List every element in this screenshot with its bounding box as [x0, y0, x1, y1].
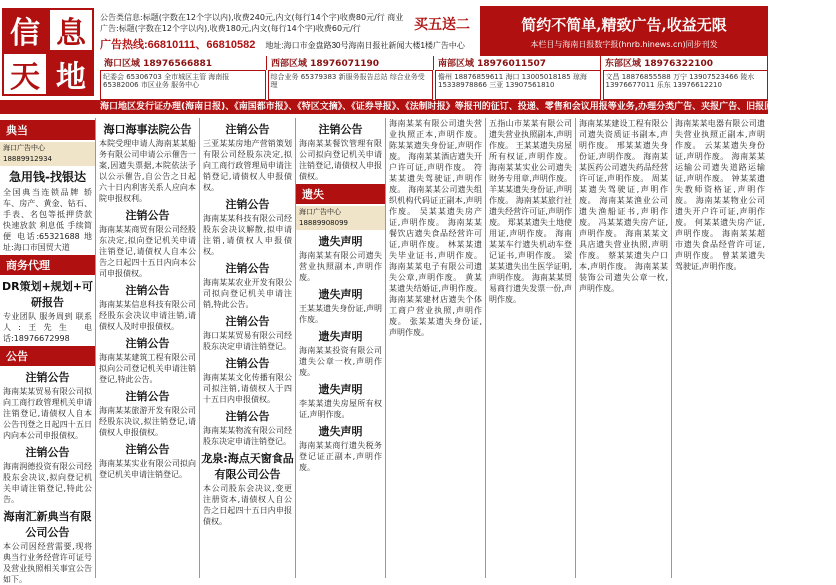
column-7 — [576, 118, 672, 578]
notice-body: 海南某某物流有限公司经股东决定申请注销登记。 — [203, 426, 292, 446]
contact-phone: 海口广告中心 18889908099 — [296, 206, 385, 230]
top-banner — [480, 6, 768, 56]
lost-notice-body: 海南某某投资有限公司遗失公章一枚,声明作废。 — [299, 346, 382, 377]
lost-notice-title: 遗失声明 — [318, 288, 363, 301]
column-2 — [96, 118, 200, 578]
notice-title: 龙泉:海点天窗食品有限公司公告 — [201, 452, 294, 481]
notice-body: 海南某某建筑工程有限公司拟向公司登记机关申请注销登记,特此公告。 — [99, 353, 196, 384]
info-block: 文昌 18876855588 万宁 13907523466 陵水 13976677011 乐东 13976612210 — [603, 70, 769, 100]
hotline-label: 广告热线:66810111、66810582 — [100, 39, 256, 51]
promo-label: 买五送二 — [414, 17, 470, 33]
brand-char: 天 — [2, 52, 48, 96]
notice-title: 注销公告 — [225, 262, 270, 275]
lost-notices-list: 五指山市某某有限公司遗失营业执照副本,声明作废。 王某某遗失房屋所有权证,声明作废。 海南某某实业公司遗失财务专用章,声明作废。 羊某某遗失身份证,声明作废。 海南某某旅行社遗失经营许可证,声明作废。 郑某某遗失土地使用证,声明作废。 海南某某车行遗失机动车登记证书,声明作废。 梁某某遗失出生医学证明,声明作废。 海南某某贸易商行遗失发票一份,声明作废。 — [489, 119, 572, 304]
info-block: 综合业务 65379383 新服务报告总站 综合业务受理 — [268, 70, 434, 100]
address: 地址:海口市金盘路30号海南日报社新闻大楼1楼广告中心 — [265, 41, 465, 50]
notice-title: 注销公告 — [125, 337, 170, 350]
notice-title: 注销公告 — [125, 209, 170, 222]
masthead — [0, 4, 768, 100]
notice-body: 三亚某某房地产营销策划有限公司经股东决定,拟向工商行政管理局申请注销登记,请债权人申报债权。 — [203, 139, 292, 192]
notice-title: 注销公告 — [125, 284, 170, 297]
lost-notices-list: 海南某某有限公司遗失营业执照正本,声明作废。 陈某某遗失身份证,声明作废。 海南某某酒店遗失开户许可证,声明作废。 符某某遗失驾驶证,声明作废。 海南某某公司遗失组织机构代码证正副本,声明作废。 吴某某遗失房产证,声明作废。 海南某某餐饮店遗失食品经营许可证,声明作废。 林某某遗失毕业证书,声明作废。 海南某某电子有限公司遗失公章,声明作废。 黄某某遗失结婚证,声明作废。 海南某某建材店遗失个体工商户营业执照,声明作废。 张某某遗失身份证,声明作废。 — [389, 119, 482, 337]
ad-body: 专业团队 服务周到 联系人:王先生 电话:18976672998 — [3, 312, 92, 343]
slogan-bar: 海口地区发行证办理(海南日报)、《南国都市报》、《特区文摘》、《证券导报》、《法制时报》等报刊的征订、投递、零售和会议用报等业务,办理分类广告、夹报广告、旧报回收及其它业务。 — [0, 100, 768, 114]
brand-char: 信 — [2, 8, 48, 52]
lost-notices-list: 海南某某电器有限公司遗失营业执照正副本,声明作废。 云某某遗失身份证,声明作废。 海南某某运输公司遗失道路运输证,声明作废。 钟某某遗失教师资格证,声明作废。 海南某某物业公司遗失开户许可证,声明作废。 何某某遗失房产证,声明作废。 海南某某超市遗失食品经营许可证,声明作废。 曾某某遗失驾驶证,声明作废。 — [675, 119, 765, 271]
notice-body: 海南某某贸易有限公司拟向工商行政管理机关申请注销登记,请债权人自本公告刊登之日起四十五日内向本公司申报债权。 — [3, 387, 92, 440]
notice-body: 海南某某餐饮管理有限公司拟向登记机关申请注销登记,请债权人申报债权。 — [299, 139, 382, 181]
notice-title: 注销公告 — [225, 123, 270, 136]
column-6 — [486, 118, 576, 578]
notice-title: 注销公告 — [125, 443, 170, 456]
column-3 — [200, 118, 296, 578]
lost-notices-list: 海南某某建设工程有限公司遗失资质证书副本,声明作废。 邢某某遗失身份证,声明作废。 海南某某医药公司遗失药品经营许可证,声明作废。 周某某遗失驾驶证,声明作废。 海南某某渔业公司遗失渔船证书,声明作废。 冯某某遗失房产证,声明作废。 海南某某文具店遗失营业执照,声明作废。 蔡某某遗失户口本,声明作废。 海南某某装饰公司遗失公章一枚,声明作废。 — [579, 119, 668, 293]
notice-title: 注销公告 — [25, 371, 70, 384]
notice-body: 海南某某信息科技有限公司经股东会决议申请注销,请债权人及时申报债权。 — [99, 300, 196, 331]
notice-title: 注销公告 — [225, 315, 270, 328]
ad-title: 急用钱-找银达 — [9, 170, 86, 184]
column-4 — [296, 118, 386, 578]
section-header: 商务代理 — [0, 255, 95, 275]
ad-title: DR策划+规划+可研报告 — [1, 280, 94, 309]
notice-body: 本公司因经营需要,现将典当行业务经营许可证号及营业执照相关事宜公告如下。 — [3, 542, 92, 584]
notice-body: 海南润德投资有限公司经股东会决议,拟向登记机关申请注销登记,特此公告。 — [3, 462, 92, 504]
section-header: 公告 — [0, 346, 95, 366]
region-item: 海口区域 18976566881 — [100, 56, 267, 70]
notice-body: 本公司股东会决议,变更注册资本,请债权人自公告之日起四十五日内申报债权。 — [203, 484, 292, 526]
brand-char: 地 — [48, 52, 94, 96]
lost-notice-title: 遗失声明 — [318, 235, 363, 248]
region-bar — [100, 56, 768, 70]
notice-body: 海南某某旅游开发有限公司经股东决议,拟注销登记,请债权人申报债权。 — [99, 406, 196, 437]
notice-title: 海南汇新典当有限公司公告 — [3, 510, 92, 539]
notice-body: 海南某某文化传播有限公司拟注销,请债权人于四十五日内申报债权。 — [203, 373, 292, 404]
notice-body: 海南某某商贸有限公司经股东决定,拟向登记机关申请注销登记,请债权人自本公告之日起四十五日内向本公司申报债权。 — [99, 225, 196, 278]
brand-logo — [2, 8, 96, 96]
column-5 — [386, 118, 486, 578]
brand-char: 息 — [48, 8, 94, 52]
notice-title: 注销公告 — [225, 410, 270, 423]
notice-title: 注销公告 — [125, 390, 170, 403]
notice-body: 海南某某农业开发有限公司拟向登记机关申请注销,特此公告。 — [203, 278, 292, 309]
lost-notice-title: 遗失声明 — [318, 425, 363, 438]
notice-body: 海南某某科技有限公司经股东会决议解散,拟申请注销,请债权人申报债权。 — [203, 214, 292, 256]
notice-body: 海南某某实业有限公司拟向登记机关申请注销登记。 — [99, 459, 196, 479]
notice-title: 注销公告 — [318, 123, 363, 136]
pricing-text: 公告类信息:标题(字数在12个字以内),收费240元,内文(每行14个字)收费80元/行 商业广告:标题(字数在12个字以内),收费180元,内文(每行14个字)收费60元/行 — [100, 13, 404, 33]
notice-title: 注销公告 — [225, 198, 270, 211]
column-1 — [0, 118, 96, 584]
lost-notice-body: 王某某遗失身份证,声明作废。 — [299, 304, 382, 324]
lost-notice-body: 李某某遗失房屋所有权证,声明作废。 — [299, 399, 382, 419]
lost-notice-title: 遗失声明 — [318, 383, 363, 396]
info-blocks — [100, 70, 768, 100]
lost-notice-title: 遗失声明 — [318, 330, 363, 343]
section-header: 遗失 — [296, 184, 385, 204]
section-header: 典当 — [0, 120, 95, 140]
notice-title: 注销公告 — [225, 357, 270, 370]
region-item: 西部区域 18976071190 — [267, 56, 434, 70]
column-8 — [672, 118, 768, 578]
contact-phone: 海口广告中心 18889912934 — [0, 142, 95, 166]
notice-body: 本院受理申请人海南某某船务有限公司申请公示催告一案,因遗失票据,本院依法予以公示催告,自公告之日起六十日内利害关系人应向本院申报权利。 — [99, 139, 196, 203]
ad-hotline — [100, 36, 465, 52]
lost-notice-body: 海南某某商行遗失税务登记证正副本,声明作废。 — [299, 441, 382, 472]
ad-body: 全国典当连锁品牌 轿车、房产、黄金、钻石、手表、名包等抵押贷款 快速放款 利息低 手续简便 电话:65321688 地址:海口市国贸大道 — [3, 188, 92, 252]
region-item: 南部区域 18976011507 — [434, 56, 601, 70]
notice-title: 海口海事法院公告 — [103, 123, 192, 136]
lost-notice-body: 海南某某有限公司遗失营业执照副本,声明作废。 — [299, 251, 382, 282]
info-block: 儋州 18876859611 海口 13005018185 琼海 15338978866 三亚 13907561810 — [435, 70, 601, 100]
banner-title: 简约不简单,精致广告,收益无限 — [521, 16, 727, 34]
notice-title: 注销公告 — [25, 446, 70, 459]
banner-subtitle: 本栏目与海南日报数字报(hnrb.hinews.cn)同步刊发 — [530, 40, 718, 49]
notice-body: 海口某某贸易有限公司经股东决定申请注销登记。 — [203, 331, 292, 351]
info-block: 纪委会 65306703 全市城区主管 海南报 65382006 市区业务 服务中心 — [100, 70, 266, 100]
region-item: 东部区域 18976322100 — [601, 56, 768, 70]
